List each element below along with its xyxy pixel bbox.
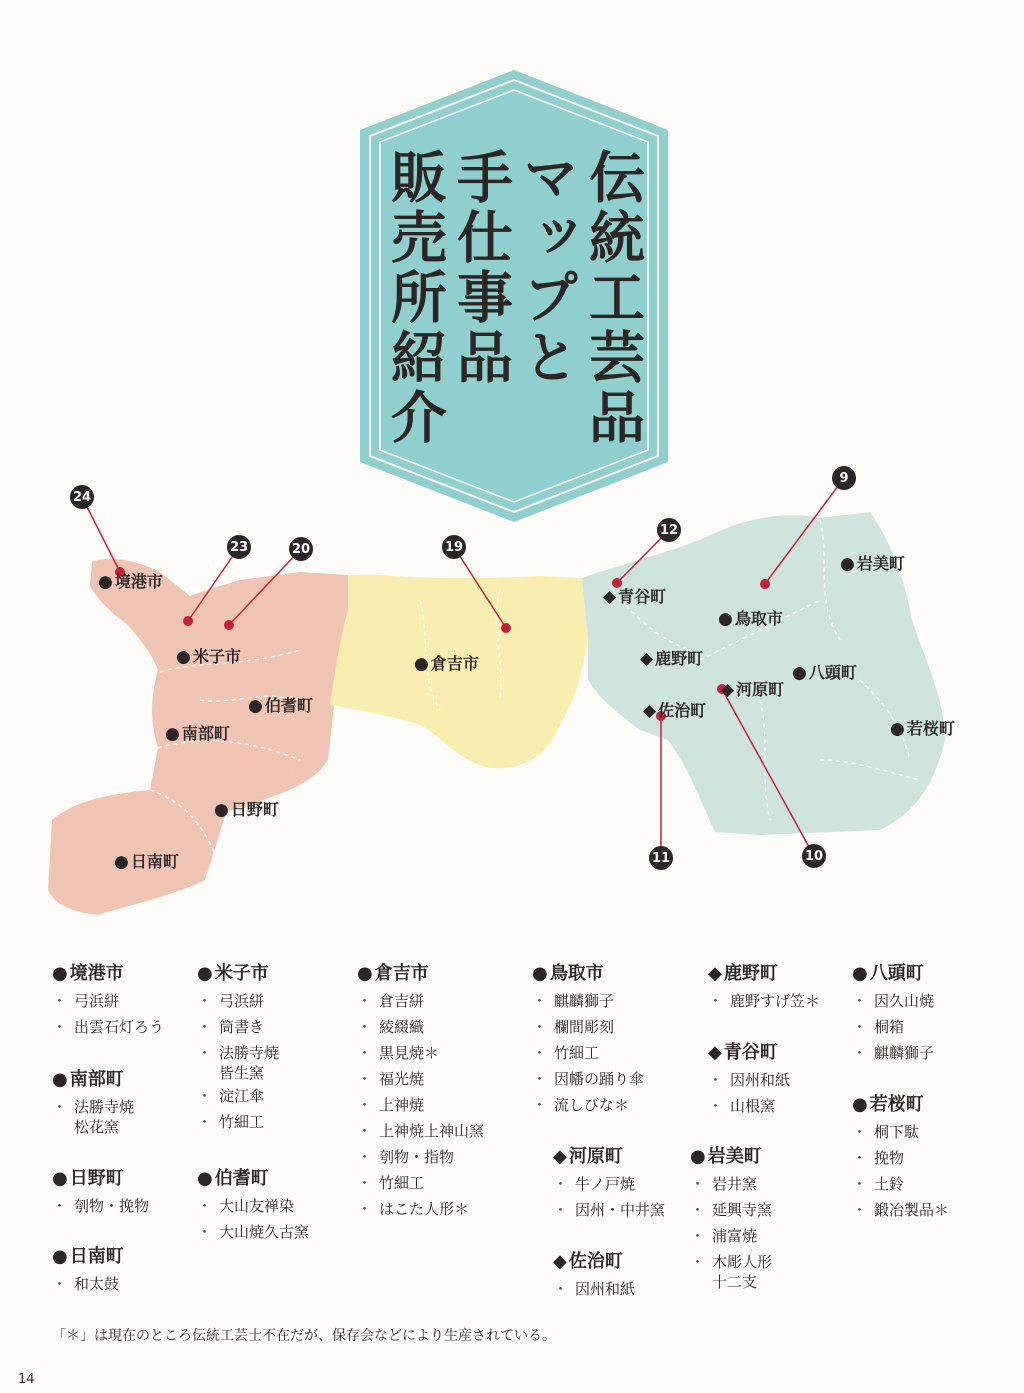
legend-item: ・ 因幡の踊り傘 (532, 1066, 644, 1092)
legend-item: ・ 牛ノ戸焼 (553, 1171, 665, 1197)
callout-number: 12 (657, 518, 681, 542)
legend-item: ・ 弓浜絣 (197, 988, 279, 1014)
legend-item: ・ 刳物・指物 (357, 1144, 484, 1170)
legend-item: ・ 竹細工 (357, 1170, 484, 1196)
legend-item: ・ 山根窯 (708, 1093, 790, 1119)
legend-heading: ● 日野町 (52, 1168, 124, 1189)
legend-aoya (708, 1041, 790, 1119)
title-line: 手仕事品 (448, 148, 514, 388)
legend-tottori (532, 962, 644, 1118)
footnote: 「＊」は現在のところ伝統工芸士不在だが、保存会などにより生産されている。 (52, 1328, 556, 1344)
place-saji: ◆ 佐治町 (643, 701, 707, 721)
map-pin (224, 620, 234, 630)
map-pin (501, 623, 511, 633)
place-tottori: ● 鳥取市 (718, 609, 783, 629)
legend-yazu (852, 962, 934, 1066)
legend-item: ・ 法勝寺焼 皆生窯 (197, 1040, 279, 1083)
place-yazu: ● 八頭町 (792, 663, 857, 683)
legend-item: ・ 鍛冶製品＊ (852, 1197, 949, 1223)
legend-item: ・ 竹細工 (197, 1109, 279, 1135)
legend-heading: ● 倉吉市 (357, 963, 429, 984)
page-title (383, 148, 645, 448)
legend-item: ・ 麒麟獅子 (532, 988, 644, 1014)
title-line: 伝統工芸品 (580, 148, 646, 448)
place-yonago: ● 米子市 (176, 647, 241, 667)
legend-item: ・ 上神焼上神山窯 (357, 1118, 484, 1144)
legend-item: ・ 挽物 (852, 1145, 949, 1171)
legend-item: ・ はこた人形＊ (357, 1196, 484, 1222)
legend-nichinan (52, 1245, 124, 1297)
legend-item: ・ 大山焼久古窯 (197, 1219, 309, 1245)
legend-item: ・ 因州和紙 (553, 1276, 635, 1302)
legend-heading: ● 八頭町 (852, 963, 924, 984)
place-kawahara: ◆ 河原町 (721, 680, 785, 700)
legend-heading: ◆ 鹿野町 (708, 963, 778, 984)
legend-sakaiminato (52, 962, 164, 1040)
legend-item: ・ 和太鼓 (52, 1271, 124, 1297)
place-sakaiminato: ● 境港市 (98, 572, 163, 592)
legend-item: ・ 綾綴織 (357, 1014, 484, 1040)
place-wakasa: ● 若桜町 (890, 719, 955, 739)
legend-nanbu (52, 1068, 134, 1137)
legend-item: ・ 竹細工 (532, 1040, 644, 1066)
legend-heading: ● 日南町 (52, 1246, 124, 1267)
legend-item: ・ 岩井窯 (690, 1171, 772, 1197)
legend-item: ・ 福光焼 (357, 1066, 484, 1092)
legend-heading: ● 岩美町 (690, 1146, 762, 1167)
callout-number: 10 (802, 844, 826, 868)
title-line: マップと (514, 148, 580, 388)
legend-item: ・ 木彫人形 十二支 (690, 1249, 772, 1292)
legend-item: ・ 土鈴 (852, 1171, 949, 1197)
legend-kawahara (553, 1145, 665, 1223)
page-number: 14 (18, 1372, 35, 1387)
legend-yonago (197, 962, 279, 1135)
legend-item: ・ 弓浜絣 (52, 988, 164, 1014)
legend-heading: ● 境港市 (52, 963, 124, 984)
legend-item: ・ 倉吉絣 (357, 988, 484, 1014)
legend-item: ・ 延興寺窯 (690, 1197, 772, 1223)
place-aoya: ◆ 青谷町 (603, 587, 667, 607)
place-kurayoshi: ● 倉吉市 (414, 654, 479, 674)
legend-kurayoshi (357, 962, 484, 1222)
place-hino: ● 日野町 (214, 800, 279, 820)
legend-item: ・ 筒書き (197, 1014, 279, 1040)
legend-item: ・ 淀江傘 (197, 1083, 279, 1109)
callout-number: 23 (227, 535, 251, 559)
legend-wakasa (852, 1093, 949, 1223)
legend-heading: ● 米子市 (197, 963, 269, 984)
callout-number: 24 (70, 485, 94, 509)
place-shikano: ◆ 鹿野町 (640, 649, 704, 669)
legend-item: ・ 黒見焼＊ (357, 1040, 484, 1066)
legend-item: ・ 上神焼 (357, 1092, 484, 1118)
legend-heading: ◆ 青谷町 (708, 1042, 778, 1063)
legend-item: ・ 法勝寺焼 松花窯 (52, 1094, 134, 1137)
callout-number: 9 (832, 466, 856, 490)
place-nichinan: ● 日南町 (114, 852, 179, 872)
legend-item: ・ 麒麟獅子 (852, 1040, 934, 1066)
legend-heading: ● 鳥取市 (532, 963, 604, 984)
legend-heading: ● 若桜町 (852, 1094, 924, 1115)
legend-item: ・ 流しびな＊ (532, 1092, 644, 1118)
legend-shikano (708, 962, 820, 1014)
legend-item: ・ 刳物・挽物 (52, 1193, 149, 1219)
legend-item: ・ 桐箱 (852, 1014, 934, 1040)
legend-item: ・ 因州・中井窯 (553, 1197, 665, 1223)
title-line: 販売所紹介 (382, 148, 448, 448)
legend-item: ・ 桐下駄 (852, 1119, 949, 1145)
legend-houki (197, 1167, 309, 1245)
legend-item: ・ 出雲石灯ろう (52, 1014, 164, 1040)
legend-item: ・ 鹿野すげ笠＊ (708, 988, 820, 1014)
place-houki: ● 伯耆町 (248, 696, 313, 716)
legend-item: ・ 因久山焼 (852, 988, 934, 1014)
legend-heading: ◆ 佐治町 (553, 1251, 623, 1272)
legend-saji (553, 1250, 635, 1302)
callout-number: 20 (289, 537, 313, 561)
legend-item: ・ 大山友禅染 (197, 1193, 309, 1219)
callout-number: 11 (649, 846, 673, 870)
map-pin (760, 579, 770, 589)
legend-heading: ◆ 河原町 (553, 1146, 623, 1167)
legend-item: ・ 因州和紙 (708, 1067, 790, 1093)
legend-hino (52, 1167, 149, 1219)
legend-heading: ● 南部町 (52, 1069, 124, 1090)
map-pin (183, 616, 193, 626)
legend-heading: ● 伯耆町 (197, 1168, 269, 1189)
legend-item: ・ 欄間彫刻 (532, 1014, 644, 1040)
place-nanbu: ● 南部町 (165, 724, 230, 744)
legend-iwami (690, 1145, 772, 1292)
place-iwami: ● 岩美町 (840, 554, 905, 574)
callout-number: 19 (442, 535, 466, 559)
legend-item: ・ 浦富焼 (690, 1223, 772, 1249)
